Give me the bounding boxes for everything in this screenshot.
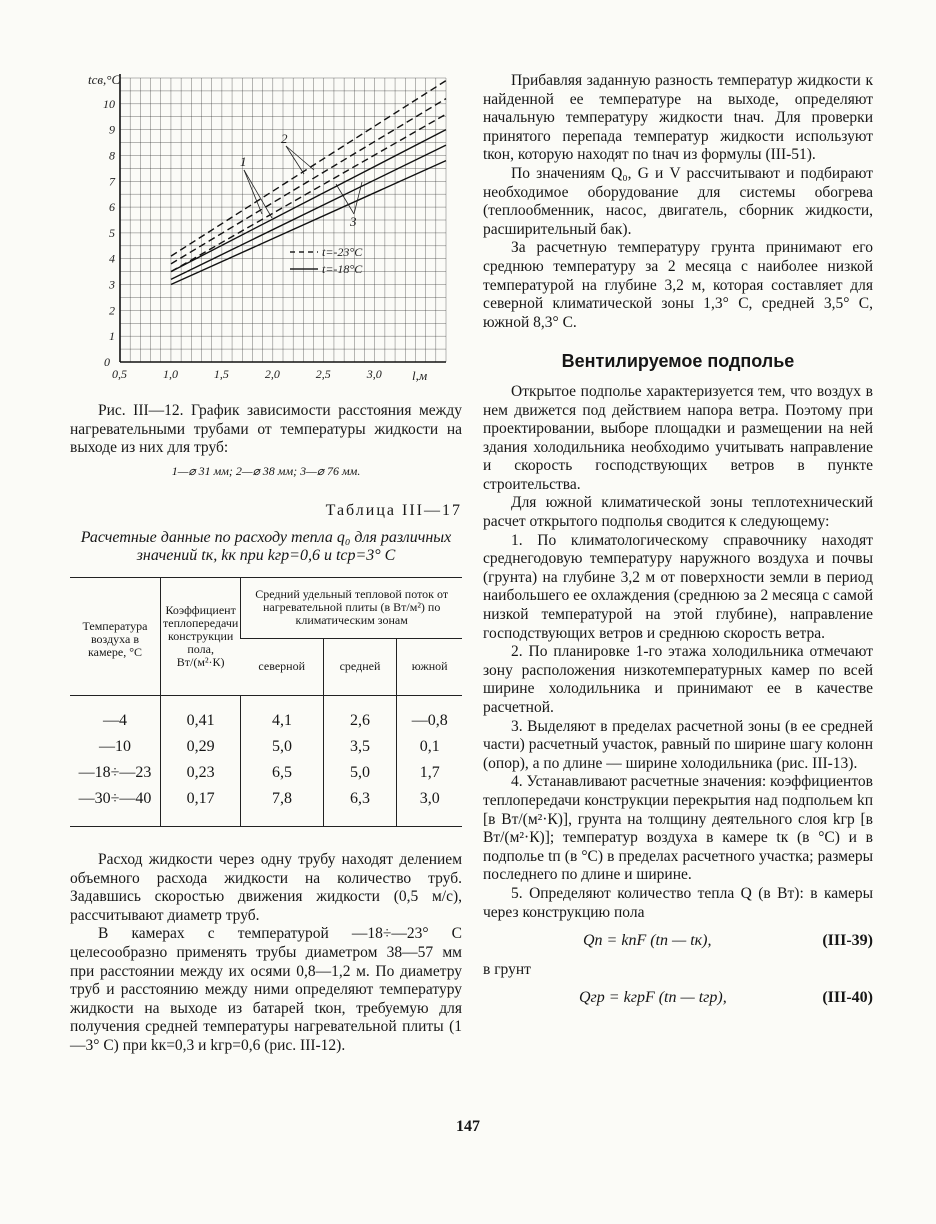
formula-iii-40 [579, 989, 873, 1008]
x-axis-label: l,м [412, 368, 428, 383]
th-flow: Средний удельный тепловой поток от нагревательной плиты (в Вт/м²) по климатическим зонам [241, 577, 462, 638]
data-table [70, 577, 462, 827]
curve-label-3: 3 [350, 214, 357, 229]
page-number: 147 [456, 1118, 480, 1135]
right-column [483, 72, 873, 1008]
y-tick-label: 9 [109, 122, 115, 137]
formula-1: Qп = kпF (tп — tк), [583, 932, 712, 950]
cell-k-1: 0,29 [161, 734, 241, 760]
x-tick-label: 2,5 [315, 367, 331, 381]
x-tick-label: 0,5 [112, 367, 127, 381]
cell-m-1: 3,5 [323, 734, 397, 760]
cell-n-2: 6,5 [241, 760, 323, 786]
curve-label-2: 2 [281, 131, 288, 146]
right-paragraph-6: 1. По климатологическому справочнику находят среднегодовую температуру наружного воздуха и почвы (грунта) на глубине 3,2 м от поверхности земли в период наибольшего ее охлаждения (среднюю за 2 месяца с самой низкой температурой на этой глубине), направление господствующих ветров и среднюю скорость ветра. [483, 531, 873, 642]
cell-k-0: 0,41 [161, 695, 241, 734]
y-tick-label: 2 [109, 303, 115, 318]
th-coef: Коэффициент теплопередачи конструкции пола, Вт/(м²·К) [161, 577, 241, 695]
cell-t-3: —30÷—40 [78, 789, 152, 807]
cell-t-1: —10 [99, 737, 131, 755]
left-paragraph-2: В камерах с температурой —18÷—23° С целесообразно применять трубы диаметром 38—57 мм при расстоянии между их осями 0,8—1,2 м. По диаметру труб и расстоянию между ними определяют температуру жидкости на выходе из батарей tкон, требуемую для получения средней температуры нагревательной плиты (1—3° С) при kк=0,3 и kгр=0,6 (рис. III-12). [70, 925, 462, 1054]
x-tick-label: 3,0 [366, 367, 382, 381]
x-tick-label: 2,0 [264, 367, 280, 381]
cell-k-2: 0,23 [161, 760, 241, 786]
chart-grid [120, 78, 446, 362]
y-axis-label: tсв,°С [88, 72, 121, 87]
cell-n-3: 7,8 [241, 786, 323, 827]
right-paragraph-10: 5. Определяют количество тепла Q (в Вт): в камеры через конструкцию пола [483, 884, 873, 921]
y-tick-label: 5 [109, 225, 115, 240]
curve-labels [240, 131, 362, 229]
right-paragraph-1: Прибавляя заданную разность температур жидкости к найденной ее температуре на выходе, определяют начальную температуру жидкости tнач. Для проверки принятого перепада температур жидкости используют tкон, которую находят по tнач из формулы (III-51). [483, 72, 873, 164]
figure-caption: Рис. III—12. График зависимости расстояния между нагревательными трубами от температуры жидкости на выходе из них для труб: [70, 402, 462, 457]
cell-m-0: 2,6 [323, 695, 397, 734]
x-tick-label: 1,0 [162, 367, 178, 381]
figure-legend: 1—⌀ 31 мм; 2—⌀ 38 мм; 3—⌀ 76 мм. [171, 463, 361, 478]
th-temp: Температура воздуха в камере, °С [82, 618, 148, 659]
origin-label: 0 [104, 355, 110, 369]
table-number: Таблица III—17 [325, 502, 462, 520]
cell-s-3: 3,0 [397, 786, 462, 827]
formula-1-number: (III-39) [822, 932, 873, 950]
cell-s-1: 0,1 [397, 734, 462, 760]
th-north: северной [258, 659, 305, 674]
formula-iii-39 [583, 932, 873, 951]
series-line-3 [171, 114, 446, 271]
right-paragraph-3: За расчетную температуру грунта принимают его среднюю температуру за 2 месяца с наиболее низкой температурой на глубине 3,2 м, которая составляет для северной климатической зоны 1,3° С, средней 3,5° С, южной 8,3° С. [483, 239, 873, 331]
y-tick-label: 8 [109, 148, 115, 163]
formula-2-number: (III-40) [822, 989, 873, 1007]
chart-series [171, 81, 446, 285]
table-title: Расчетные данные по расходу тепла q₀ для различных значений tк, kк при kгр=0,6 и tср=3° С [80, 528, 452, 564]
chart-legend [290, 245, 363, 276]
right-paragraph-4: Открытое подполье характеризуется тем, что воздух в нем движется под действием напора ветра. Поэтому при проектировании, выборе площадки и размещении на ней здания холодильника необходимо учитывать направление и скорость господствующих ветров в пункте строительства. [483, 382, 873, 493]
legend-label-dashed: t=-23°С [322, 245, 363, 259]
th-south: южной [397, 638, 462, 695]
th-mid: средней [323, 638, 397, 695]
right-paragraph-8: 3. Выделяют в пределах расчетной зоны (в ее средней части) расчетный участок, равный по ширине шагу колонн (опор), а по длине — ширине холодильника (рис. III-13). [483, 717, 873, 772]
series-line-4 [171, 130, 446, 272]
left-paragraph-1: Расход жидкости через одну трубу находят делением объемного расхода жидкости на количество труб. Задавшись скоростью движения жидкости (0,5 м/с), рассчитывают диаметр труб. [70, 850, 462, 924]
formula-2: Qгр = kгрF (tп — tгр), [579, 989, 727, 1007]
left-column [70, 402, 462, 1056]
cell-s-0: —0,8 [397, 695, 462, 734]
right-paragraph-11: в грунт [483, 960, 531, 978]
y-tick-label: 3 [109, 277, 115, 292]
legend-label-solid: t=-18°С [322, 262, 363, 276]
cell-s-2: 1,7 [397, 760, 462, 786]
cell-t-0: —4 [103, 711, 127, 729]
chart-fig-iii-12 [72, 66, 462, 388]
cell-k-3: 0,17 [161, 786, 241, 827]
right-paragraph-2: По значениям Q₀, G и V рассчитывают и подбирают необходимое оборудование для системы обогрева (теплообменник, насос, двигатель, сборник жидкости, расширительный бак). [483, 164, 873, 238]
y-tick-label: 10 [103, 96, 115, 111]
right-paragraph-7: 2. По планировке 1-го этажа холодильника отмечают зону расположения низкотемпературных камер по всей ширине холодильника и принимают ее в качестве расчетной. [483, 643, 873, 716]
y-tick-label: 7 [109, 174, 115, 189]
cell-m-2: 5,0 [323, 760, 397, 786]
y-tick-label: 1 [109, 329, 115, 344]
cell-t-2: —18÷—23 [78, 763, 152, 781]
curve-label-1: 1 [240, 154, 247, 169]
series-line-6 [171, 161, 446, 285]
cell-n-0: 4,1 [241, 695, 323, 734]
right-paragraph-9: 4. Устанавливают расчетные значения: коэффициентов теплопередачи конструкции перекрытия над подпольем kп [в Вт/(м²·К)], грунта на толщину деятельного слоя kгр [в Вт/(м²·К)]; температур воздуха в камере tк (в °С) и в подполье tп (в °С) в пределах расчетного участка; размеры последнего по длине и ширине. [483, 773, 873, 884]
y-tick-label: 6 [109, 200, 115, 215]
cell-m-3: 6,3 [323, 786, 397, 827]
cell-n-1: 5,0 [241, 734, 323, 760]
x-tick-label: 1,5 [213, 367, 229, 381]
y-tick-label: 4 [109, 251, 115, 266]
section-title: Вентилируемое подполье [561, 351, 795, 372]
right-paragraph-5: Для южной климатической зоны теплотехнический расчет открытого подполья сводится к следующему: [483, 494, 873, 531]
